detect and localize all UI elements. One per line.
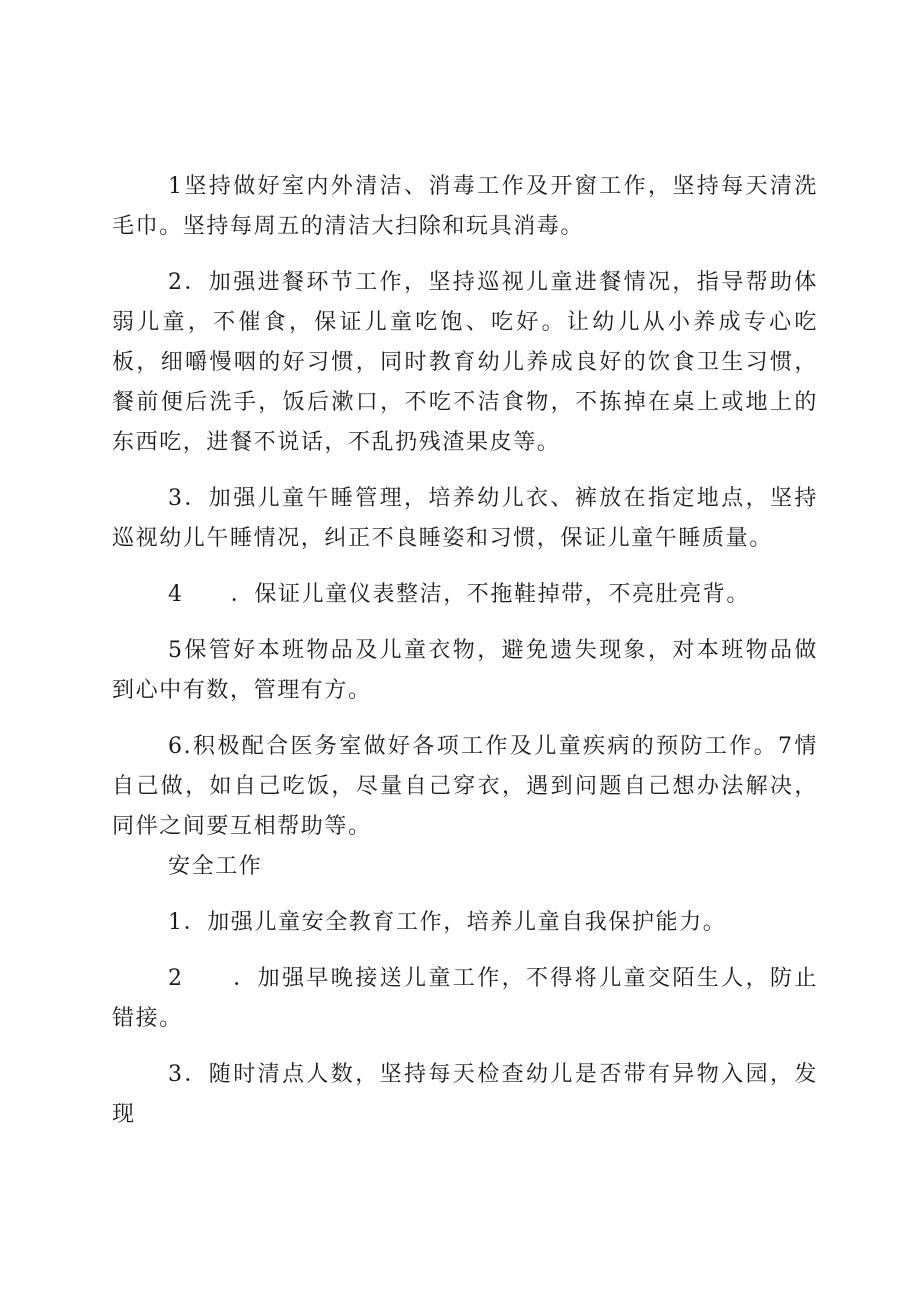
paragraph-meals: 2．加强进餐环节工作，坚持巡视儿童进餐情况，指导帮助体弱儿童，不催食，保证儿童吃饱、吃好。让幼儿从小养成专心吃板，细嚼慢咽的好习惯，同时教育幼儿养成良好的饮食卫生习惯，餐前便后洗手，饭后漱口，不吃不洁食物，不拣掉在桌上或地上的东西吃，进餐不说话，不乱扔残渣果皮等。: [112, 270, 818, 455]
paragraph-safety-education: 1．加强儿童安全教育工作，培养儿童自我保护能力。: [168, 910, 727, 935]
document-body: [112, 167, 818, 1135]
paragraph-medical: 6.积极配合医务室做好各项工作及儿童疾病的预防工作。7情自己做，如自己吃饭，尽量自己穿衣，遇到问题自己想办法解决，同伴之间要互相帮助等。: [112, 734, 818, 839]
paragraph-pickup: 2 ．加强早晚接送儿童工作，不得将儿童交陌生人，防止错接。: [112, 966, 818, 1031]
paragraph-belongings: 5保管好本班物品及儿童衣物，避免遗失现象，对本班物品做到心中有数，管理有方。: [112, 638, 818, 703]
paragraph-headcount: 3．随时清点人数，坚持每天检查幼儿是否带有异物入园，发现: [112, 1062, 818, 1127]
paragraph-hygiene: 1坚持做好室内外清洁、消毒工作及开窗工作，坚持每天清洗毛巾。坚持每周五的清洁大扫除和玩具消毒。: [112, 174, 818, 239]
paragraph-nap: 3．加强儿童午睡管理，培养幼儿衣、裤放在指定地点，坚持巡视幼儿午睡情况，纠正不良睡姿和习惯，保证儿童午睡质量。: [112, 486, 818, 551]
section-heading-safety: 安全工作: [168, 854, 263, 879]
paragraph-appearance: 4 ．保证儿童仪表整洁，不拖鞋掉带，不亮肚亮背。: [168, 582, 750, 607]
